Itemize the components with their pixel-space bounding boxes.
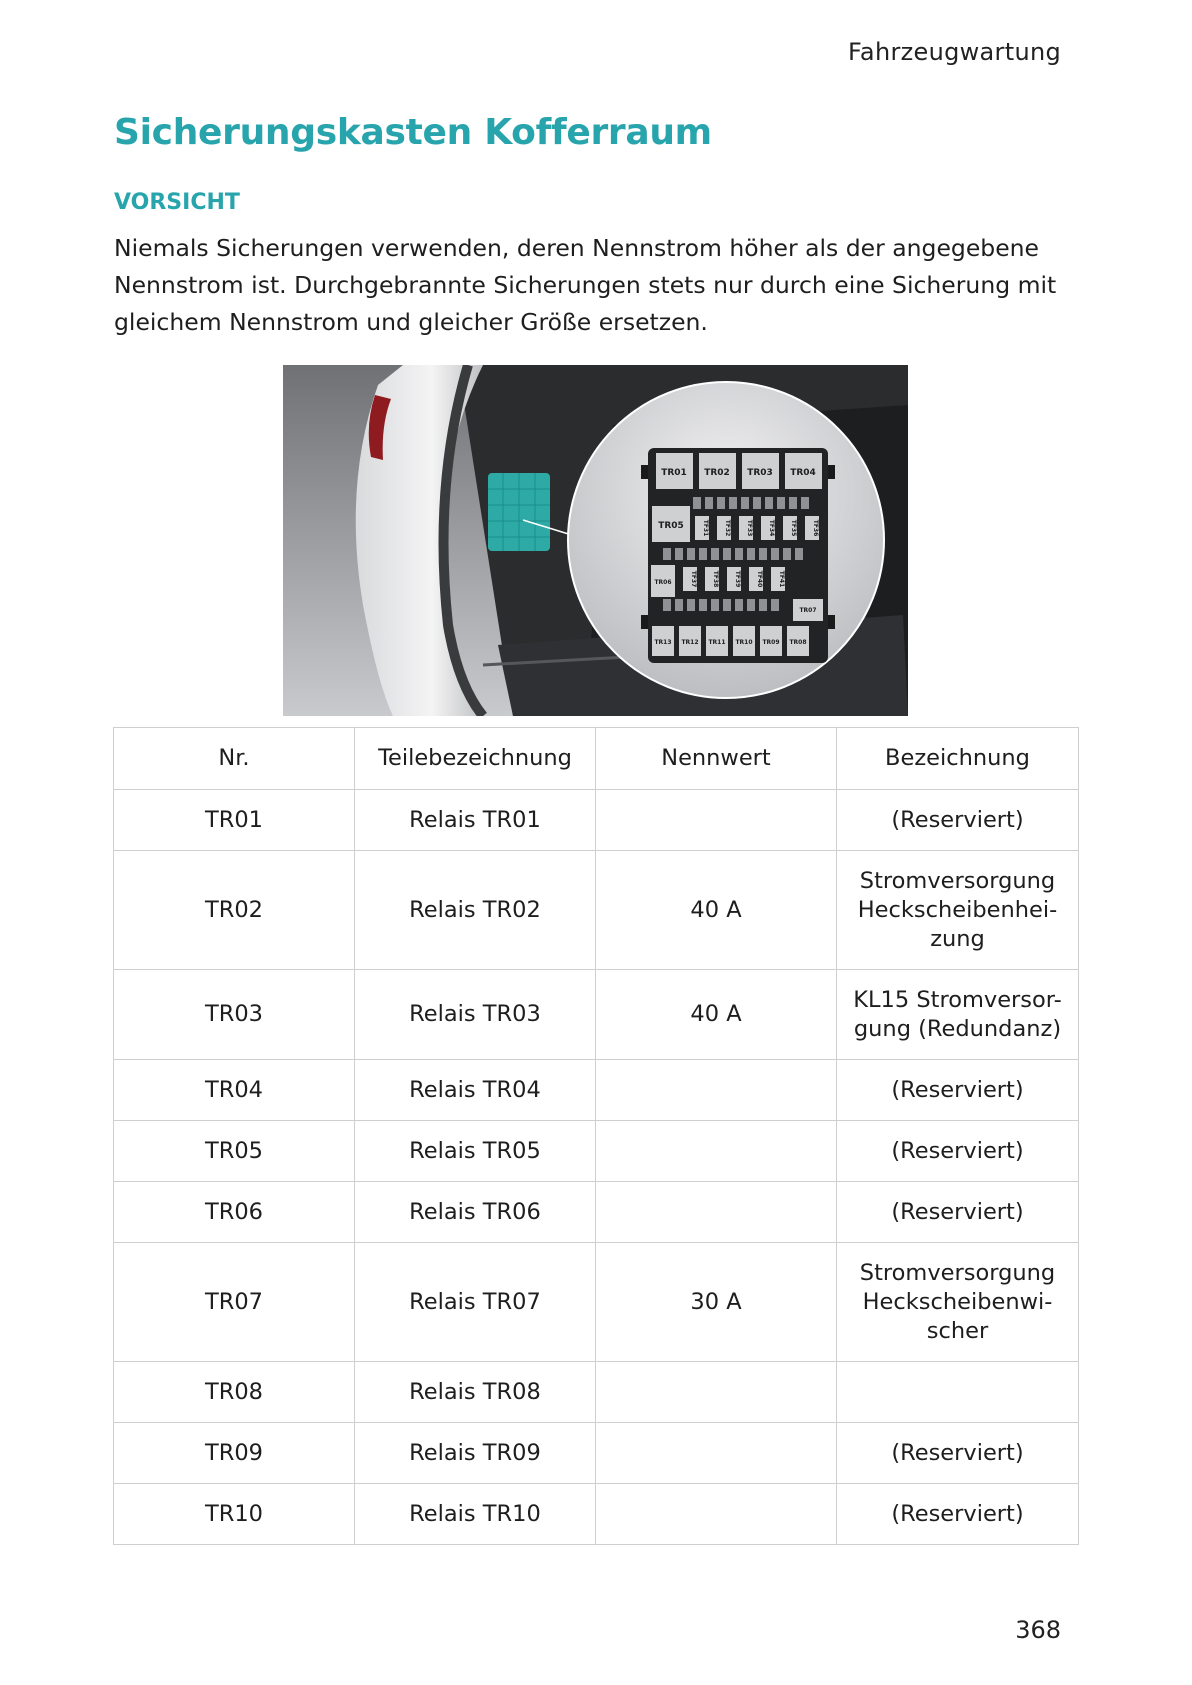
cell-description: Stromversorgung Heckscheibenhei-zung: [837, 851, 1079, 970]
cell-description: KL15 Stromversor-gung (Redundanz): [837, 970, 1079, 1060]
section-label: Fahrzeugwartung: [848, 38, 1061, 66]
relay-label: TR11: [708, 639, 726, 646]
column-header-rating: Nennwert: [596, 728, 837, 790]
trunk-fusebox-illustration: [283, 365, 908, 716]
cell-nr: TR06: [114, 1182, 355, 1243]
fuse-table: [113, 727, 1079, 1545]
relay-label: TR12: [681, 639, 699, 646]
cell-part: Relais TR04: [355, 1060, 596, 1121]
cell-rating: [596, 1423, 837, 1484]
cell-nr: TR07: [114, 1243, 355, 1362]
fuse-label: TF40: [756, 570, 763, 588]
table-header-row: [114, 728, 1079, 790]
fuse-label: TF37: [690, 570, 697, 588]
caution-text: Niemals Sicherungen verwenden, deren Nennstrom höher als der angegebene Nennstrom ist. Durchgebrannte Sicherungen stets nur durch eine Sicherung mit gleichem Nennstrom und gleicher Größe ersetzen.: [114, 234, 1057, 336]
cell-rating: [596, 1362, 837, 1423]
fuse-label: TF35: [790, 519, 797, 537]
cell-part: Relais TR01: [355, 790, 596, 851]
relay-label: TR03: [747, 468, 773, 478]
fuse-label: TF39: [734, 570, 741, 588]
relay-label: TR07: [799, 607, 817, 614]
cell-part: Relais TR09: [355, 1423, 596, 1484]
table-row: [114, 851, 1079, 970]
cell-description: (Reserviert): [837, 1060, 1079, 1121]
cell-rating: 40 A: [596, 851, 837, 970]
cell-description: (Reserviert): [837, 1121, 1079, 1182]
relay-label: TR01: [661, 468, 687, 478]
fuse-label: TF32: [724, 519, 731, 537]
table-row: [114, 1121, 1079, 1182]
table-row: [114, 1182, 1079, 1243]
cell-nr: TR03: [114, 970, 355, 1060]
relay-label: TR05: [658, 521, 684, 531]
fuse-label: TF38: [712, 570, 719, 588]
cell-rating: [596, 1060, 837, 1121]
cell-description: (Reserviert): [837, 790, 1079, 851]
relay-label: TR04: [790, 468, 816, 478]
cell-nr: TR09: [114, 1423, 355, 1484]
cell-nr: TR10: [114, 1484, 355, 1545]
table-row: [114, 790, 1079, 851]
cell-rating: [596, 790, 837, 851]
cell-part: Relais TR10: [355, 1484, 596, 1545]
cell-rating: [596, 1484, 837, 1545]
cell-nr: TR01: [114, 790, 355, 851]
cell-description: (Reserviert): [837, 1182, 1079, 1243]
relay-label: TR09: [762, 639, 780, 646]
cell-part: Relais TR05: [355, 1121, 596, 1182]
page-number: 368: [1015, 1616, 1061, 1644]
cell-rating: [596, 1182, 837, 1243]
table-row: [114, 1243, 1079, 1362]
page-title: Sicherungskasten Kofferraum: [114, 112, 712, 153]
cell-description: [837, 1362, 1079, 1423]
fusebox-location-highlight: [488, 473, 550, 551]
cell-rating: 40 A: [596, 970, 837, 1060]
table-row: [114, 1362, 1079, 1423]
cell-description: (Reserviert): [837, 1423, 1079, 1484]
relay-label: TR10: [735, 639, 753, 646]
fuse-label: TF36: [812, 519, 819, 537]
cell-description: Stromversorgung Heckscheibenwi-scher: [837, 1243, 1079, 1362]
cell-description: (Reserviert): [837, 1484, 1079, 1545]
cell-part: Relais TR06: [355, 1182, 596, 1243]
cell-part: Relais TR08: [355, 1362, 596, 1423]
table-row: [114, 970, 1079, 1060]
fuse-label: TF41: [778, 570, 785, 588]
cell-nr: TR02: [114, 851, 355, 970]
column-header-part: Teilebezeichnung: [355, 728, 596, 790]
trunk-fusebox-figure: [283, 365, 908, 716]
caution-heading: VORSICHT: [114, 190, 240, 215]
relay-label: TR13: [654, 639, 672, 646]
fuse-label: TF33: [746, 519, 753, 537]
column-header-nr: Nr.: [114, 728, 355, 790]
relay-label: TR06: [654, 579, 672, 586]
relay-label: TR02: [704, 468, 730, 478]
relay-label: TR08: [789, 639, 807, 646]
cell-nr: TR04: [114, 1060, 355, 1121]
cell-nr: TR08: [114, 1362, 355, 1423]
cell-rating: [596, 1121, 837, 1182]
table-row: [114, 1060, 1079, 1121]
fuse-label: TF34: [768, 519, 775, 537]
cell-nr: TR05: [114, 1121, 355, 1182]
table-row: [114, 1423, 1079, 1484]
table-row: [114, 1484, 1079, 1545]
fuse-label: TF31: [702, 519, 709, 537]
cell-part: Relais TR02: [355, 851, 596, 970]
cell-part: Relais TR03: [355, 970, 596, 1060]
cell-part: Relais TR07: [355, 1243, 596, 1362]
column-header-description: Bezeichnung: [837, 728, 1079, 790]
cell-rating: 30 A: [596, 1243, 837, 1362]
